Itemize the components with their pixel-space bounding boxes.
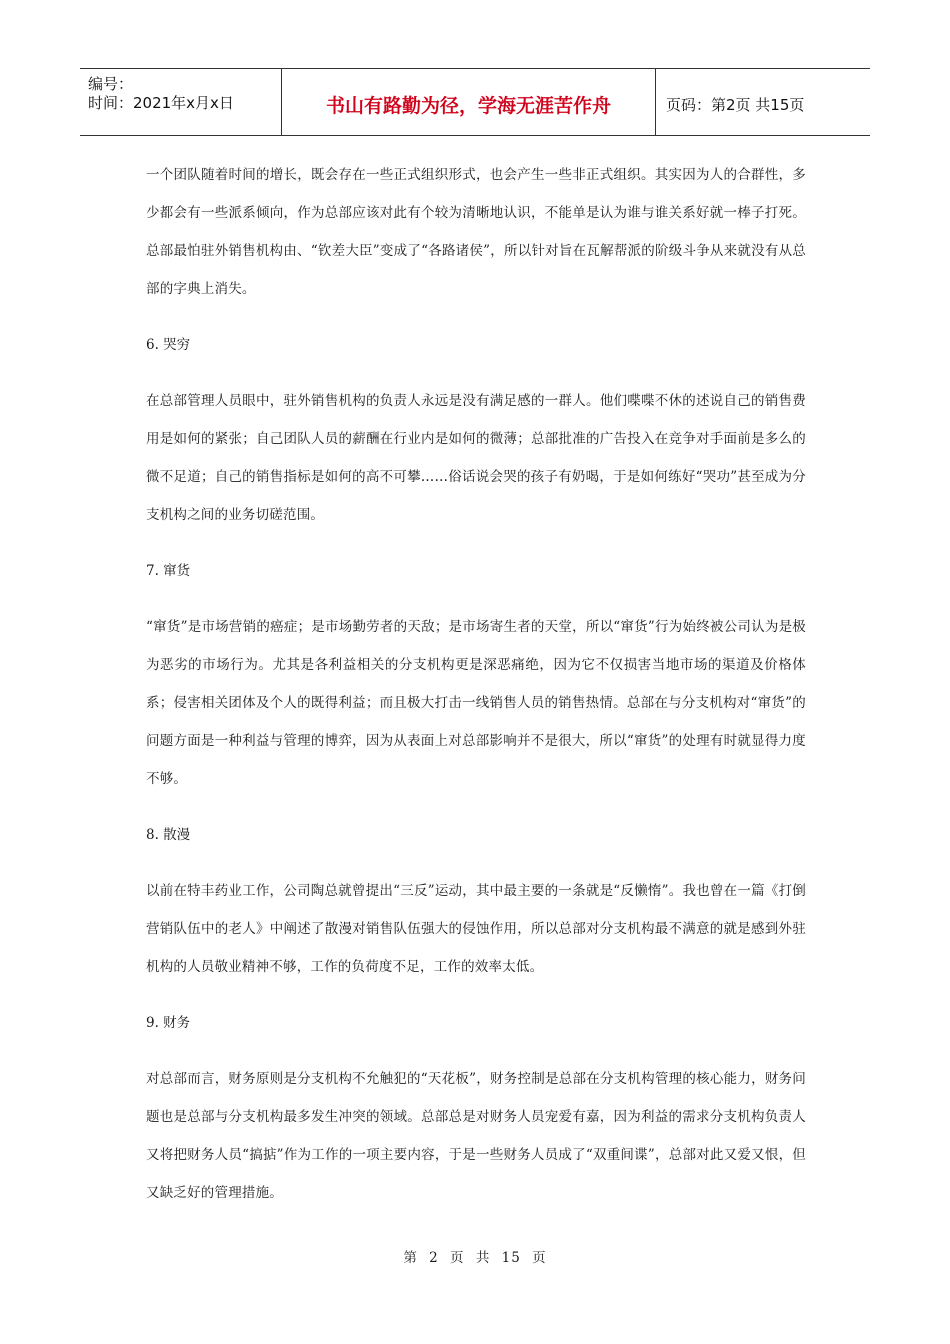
header-page-info: 页码：第2页 共15页	[666, 95, 805, 114]
section-heading: 7. 窜货	[146, 563, 191, 579]
section-heading: 9. 财务	[146, 1015, 191, 1031]
header-motto: 书山有路勤为径，学海无涯苦作舟	[282, 69, 656, 135]
section-heading: 8. 散漫	[146, 827, 191, 843]
header-meta	[80, 69, 282, 135]
document-body	[146, 156, 806, 1212]
section-heading: 6. 哭穷	[146, 337, 191, 353]
page-footer: 第 2 页 共 15 页	[403, 1250, 547, 1266]
paragraph: 在总部管理人员眼中，驻外销售机构的负责人永远是没有满足感的一群人。他们喋喋不休的述说自己的销售费用是如何的紧张；自己团队人员的薪酬在行业内是如何的微薄；总部批准的广告投入在竞争对手面前是多么的微不足道；自己的销售指标是如何的高不可攀……俗话说会哭的孩子有奶喝，于是如何练好“哭功”甚至成为分支机构之间的业务切磋范围。	[146, 393, 806, 523]
document-date: 时间：2021年x月x日	[88, 94, 234, 112]
paragraph: 一个团队随着时间的增长，既会存在一些正式组织形式，也会产生一些非正式组织。其实因为人的合群性，多少都会有一些派系倾向，作为总部应该对此有个较为清晰地认识，不能单是认为谁与谁关系好就一棒子打死。总部最怕驻外销售机构由、“钦差大臣”变成了“各路诸侯”，所以针对旨在瓦解帮派的阶级斗争从来就没有从总部的字典上消失。	[146, 167, 806, 297]
paragraph: 以前在特丰药业工作，公司陶总就曾提出“三反”运动，其中最主要的一条就是“反懒惰”。我也曾在一篇《打倒营销队伍中的老人》中阐述了散漫对销售队伍强大的侵蚀作用，所以总部对分支机构最不满意的就是感到外驻机构的人员敬业精神不够，工作的负荷度不足，工作的效率太低。	[146, 883, 806, 975]
paragraph: “窜货”是市场营销的癌症；是市场勤劳者的天敌；是市场寄生者的天堂，所以“窜货”行为始终被公司认为是极为恶劣的市场行为。尤其是各利益相关的分支机构更是深恶痛绝，因为它不仅损害当地市场的渠道及价格体系；侵害相关团体及个人的既得利益；而且极大打击一线销售人员的销售热情。总部在与分支机构对“窜货”的问题方面是一种利益与管理的博弈，因为从表面上对总部影响并不是很大，所以“窜货”的处理有时就显得力度不够。	[146, 619, 806, 787]
document-number-label: 编号：	[88, 75, 134, 93]
paragraph: 对总部而言，财务原则是分支机构不允触犯的“天花板”，财务控制是总部在分支机构管理的核心能力，财务问题也是总部与分支机构最多发生冲突的领域。总部总是对财务人员宠爱有嘉，因为利益的需求分支机构负责人又将把财务人员“搞掂”作为工作的一项主要内容，于是一些财务人员成了“双重间谍”，总部对此又爱又恨，但又缺乏好的管理措施。	[146, 1071, 806, 1201]
page-header	[80, 68, 870, 136]
